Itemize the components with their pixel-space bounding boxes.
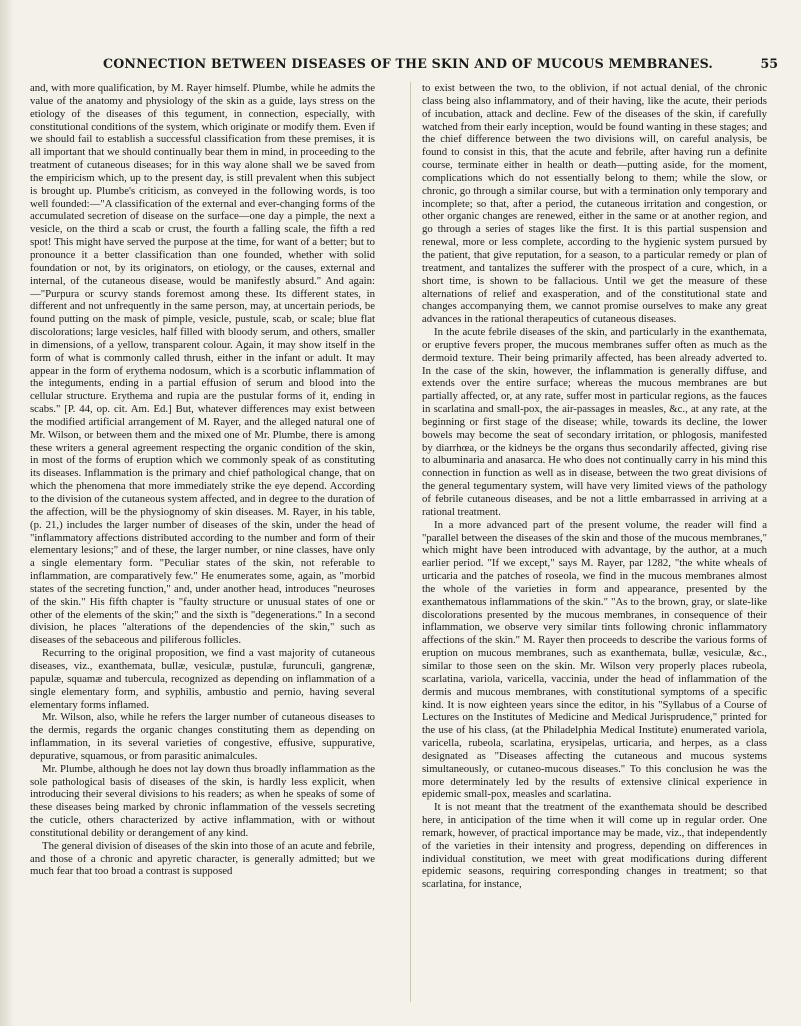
right-column bbox=[422, 82, 767, 1012]
paragraph: Recurring to the original proposition, we find a vast majority of cutaneous diseases, viz., exanthemata, bullæ, vesiculæ, pustulæ, furunculi, gangrenæ, papulæ, squamæ and tubercula, recognized as depending on inflammation of a single elementary form, and syphilis, ambustio and pernio, having several elementary forms inflamed. bbox=[30, 647, 375, 711]
binding-shadow bbox=[0, 0, 14, 1026]
paragraph: In the acute febrile diseases of the skin, and particularly in the exanthemata, or eruptive fevers proper, the mucous membranes suffer often as much as the dermoid texture. Their being primarily affected, has been already adverted to. In the case of the skin, however, the inflammation is generally diffuse, and extends over the entire surface; whereas the mucous membranes are but partially affected, or, at any rate, suffer most in particular regions, as the fauces in scarlatina and small-pox, the air-passages in measles, &c., at any rate, at the beginning or first stage of the disease; while, towards its decline, the lower bowels may become the seat of secondary irritation, or phlogosis, manifested by diarrhœa, or the kidneys be the organs thus secondarily affected, giving rise to albuminaria and anasarca. He who does not continually carry in his mind this connection in function as well as in disease, between the two great divisions of the general tegumentary system, will have very limited views of the pathology of febrile cutaneous diseases, and be not a little embarrassed in arriving at a rational treatment. bbox=[422, 326, 767, 518]
left-column bbox=[30, 82, 375, 1012]
page-header bbox=[68, 56, 778, 74]
paragraph: Mr. Plumbe, although he does not lay down thus broadly inflammation as the sole pathological basis of diseases of the skin, is hardly less explicit, when introducing their several divisions to his readers; as when he speaks of some of these diseases being marked by chronic inflammation of the vessels secreting the cuticle, others characterized by active inflammation, with or without constitutional debility or derangement of any kind. bbox=[30, 762, 375, 839]
paragraph: Mr. Wilson, also, while he refers the larger number of cutaneous diseases to the dermis, regards the organic changes constituting them as depending on inflammation, in its several varieties of congestive, effusive, suppurative, depurative, squamous, or from parasitic animalcules. bbox=[30, 711, 375, 762]
paragraph: to exist between the two, to the oblivion, if not actual denial, of the chronic class being also inflammatory, and of their having, like the acute, their periods of incubation, attack and decline. Few of the diseases of the skin, if carefully watched from their early inception, would be found wanting in these stages; and the chief difference between the two divisions will, on careful analysis, be found to consist in this, that the acute and febrile, after having run a definite course, terminate either in health or death—putting aside, for the moment, complications which do not essentially belong to them; while the slow, or chronic, go through a similar course, but with a termination only temporary and incomplete; so that, after a period, the cutaneous irritation and congestion, or other organic changes are renewed, either in the same or at another region, and go through a series of stages like the first. It is this partial suspension and renewal, more or less complete, according to the hygienic system pursued by the patient, that give reputation, for a season, to a particular remedy or plan of treatment, and tantalizes the sufferer with the prospect of a cure, which, in a short time, is shown to be fallacious. Until we get the measure of these alternations of relief and exasperation, and of the constitutional state and changes accompanying them, we cannot promise ourselves to make any great advances in the rational therapeutics of cutaneous diseases. bbox=[422, 82, 767, 326]
paragraph: In a more advanced part of the present volume, the reader will find a "parallel between the diseases of the skin and those of the mucous membranes," which might have been introduced with advantage, by the author, at a much earlier period. "If we except," says M. Rayer, par 1282, "the white wheals of urticaria and the patches of roseola, we find in the mucous membranes almost the whole of the varieties in form and appearance, presented by the exanthematous inflammations of the skin." "As to the brown, gray, or slate-like discolorations presented by the mucous membranes, in consequence of their inflammation, we observe very similar tints following chronic inflammatory affections of the skin." M. Rayer then proceeds to describe the various forms of eruption on mucous membranes, such as exanthemata, bullæ, vesiculæ, &c., similar to those seen on the skin. Mr. Wilson very properly places rubeola, scarlatina, variola, varicella, vaccinia, under the head of inflammation of the dermis and mucous membranes, with constitutional symptoms of a specific kind. It is now eighteen years since the editor, in his "Syllabus of a Course of Lectures on the Institutes of Medicine and Medical Jurisprudence," printed for the use of his class, (at the Philadelphia Medical Institute) enumerated variola, varicella, rubeola, scarlatina, erysipelas, urticaria, and herpes, as a class designated as "Diseases affecting the cutaneous and mucous systems simultaneously, or cutaneo-mucous diseases." To this conclusion he was the more determinately led by the results of extensive clinical experience in epidemic small-pox, measles and scarlatina. bbox=[422, 518, 767, 801]
page-number: 55 bbox=[760, 56, 778, 71]
column-divider bbox=[410, 82, 411, 1002]
paragraph: The general division of diseases of the skin into those of an acute and febrile, and those of a chronic and apyretic character, is generally admitted; but we much fear that too broad a contrast is supposed bbox=[30, 839, 375, 878]
paragraph: and, with more qualification, by M. Rayer himself. Plumbe, while he admits the value of the anatomy and physiology of the skin as a guide, lays stress on the etiology of the diseases of this tegument, in connection, especially, with constitutional conditions of the system, which originate or modify them. Even if we should fail to establish a successful classification from these premises, it is all important that we should continually bear them in mind, in proceeding to the treatment of cutaneous diseases; for in this way alone shall we be saved from the empiricism which, up to the present day, is still prevalent when this subject is brought up. Plumbe's criticism, as conveyed in the following words, is too well founded:—"A classification of the external and ever-changing forms of the accumulated secretion of disease on the surface—one day a pimple, the next a vesicle, on the third a scab or crust, the fourth a falling scale, the fifth a red spot! This might have served the purpose at the time, for want of a better; but to pronounce it a better classification than one founded, whether with solid foundation or not, by its originators, on etiology, or the causes, external and internal, of the cutaneous disease, would be manifestly absurd." And again:—"Purpura or scurvy stands foremost among these. Its different states, in different and not unfrequently in the same person, may, at uncertain periods, be found putting on the mask of pimple, vesicle, pustule, scab, or scale; blue flat discolorations; large vesicles, half filled with bloody serum, and others, smaller in dimensions, of a yellow, transparent colour. Again, it may show itself in the form of what is commonly called thrush, either in the infant or adult. It may appear in the form of erythema nodosum, which is a scorbutic inflammation of the integuments, ending in a partial effusion of serum and blood into the cellular structure. Erythema and rupia are the pustular forms of it, ending in scabs." [P. 44, op. cit. Am. Ed.] But, whatever differences may exist between the modified artificial arrangement of M. Rayer, and the alleged natural one of Mr. Wilson, or between them and the mixed one of Mr. Plumbe, there is among these writers a general agreement respecting the organic condition of the skin, in most of the forms of eruption which we commonly speak of as constituting its diseases. Inflammation is the primary and chief pathological change, that on which the phenomena that more immediately strike the eye depend. According to the division of the cutaneous system affected, and in degree to the duration of the affection, will be the physiognomy of skin diseases. M. Rayer, in his table, (p. 21,) includes the larger number of diseases of the skin, under the head of "inflammatory affections distributed according to the number and form of their elementary lesions;" and of these, the larger number, or nine classes, have only a single elementary form. "Peculiar states of the skin, not referable to inflammation, are comparatively few." He enumerates some, again, as "morbid states of the secreting function," and, under another head, introduces "neuroses of the skin." His fifth chapter is "faulty structure or unusual states of one or other of the elements of the skin;" and the sixth is "degenerations." In a second division, he places "alterations of the dependencies of the skin," such as diseases of the sebaceous and piliferous follicles. bbox=[30, 82, 375, 647]
running-head: CONNECTION BETWEEN DISEASES OF THE SKIN AND OF MUCOUS MEMBRANES. bbox=[102, 56, 713, 71]
paragraph: It is not meant that the treatment of the exanthemata should be described here, in anticipation of the time when it will come up in regular order. One remark, however, of practical importance may be made, viz., that independently of the varieties in their intensity and progress, depending on differences in individual constitution, we meet with great modifications during different epidemic seasons, requiring corresponding changes in treatment; so that scarlatina, for instance, bbox=[422, 801, 767, 891]
